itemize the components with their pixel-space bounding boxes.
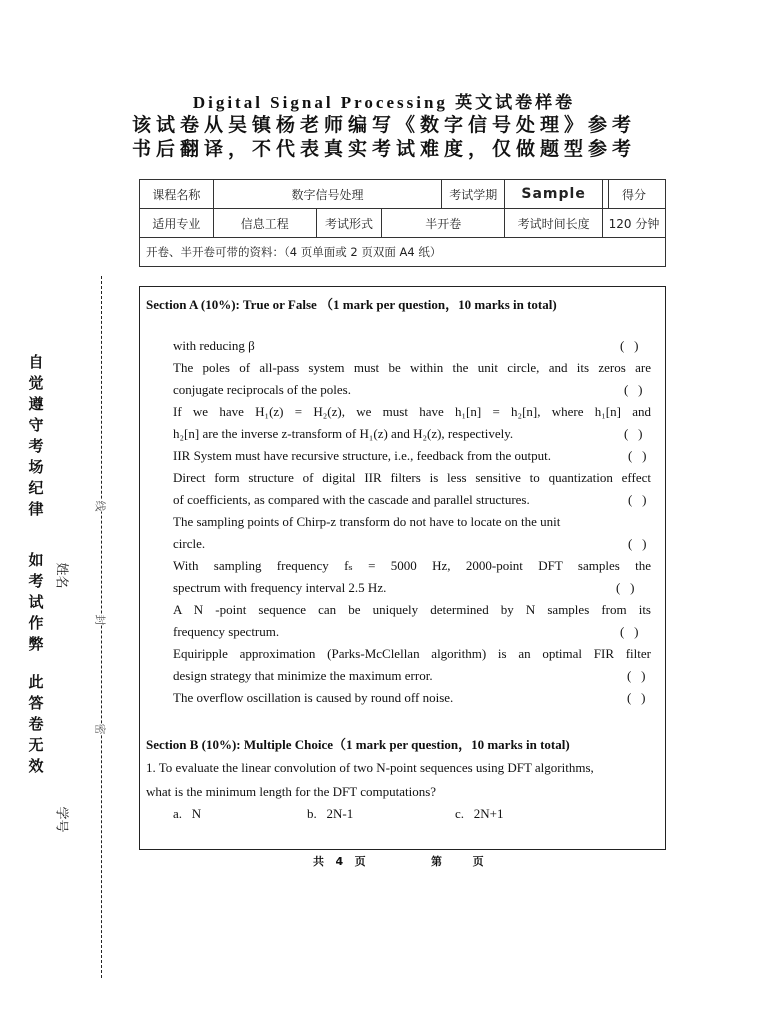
exam-discipline-notice bbox=[26, 352, 46, 520]
answer-blank[interactable]: ( ) bbox=[627, 668, 646, 683]
exam-form-label: 考试形式 bbox=[316, 209, 382, 238]
tf-line: IIR System must have recursive structure, i.e., feedback from the output. bbox=[173, 448, 551, 463]
exam-info-table bbox=[139, 179, 666, 267]
option-b[interactable] bbox=[307, 806, 353, 822]
tf-line: h₂[n] are the inverse z-transform of H₁(z) and H₂(z), respectively. bbox=[173, 426, 514, 441]
section-b-heading: Section B (10%): Multiple Choice（1 mark per question，10 marks in total) bbox=[146, 737, 570, 752]
duration-label: 考试时间长度 bbox=[505, 209, 603, 238]
notice-char: 卷 bbox=[28, 715, 44, 733]
notice-char: 觉 bbox=[28, 374, 44, 392]
notice-char: 无 bbox=[28, 736, 44, 754]
notice-char: 律 bbox=[28, 500, 44, 518]
answer-blank[interactable]: ( ) bbox=[628, 492, 647, 507]
duration-value: 120 分钟 bbox=[603, 209, 666, 238]
notice-char: 弊 bbox=[28, 635, 44, 653]
notice-char: 遵 bbox=[28, 395, 44, 413]
option-a[interactable] bbox=[173, 806, 201, 822]
notice-char: 自 bbox=[28, 353, 44, 371]
option-value: 2N+1 bbox=[473, 806, 504, 821]
notice-char: 场 bbox=[28, 458, 44, 476]
option-value: 2N-1 bbox=[326, 806, 354, 821]
binding-dashed-line bbox=[101, 276, 102, 978]
exam-title-english: Digital Signal Processing 英文试卷样卷 bbox=[192, 93, 576, 112]
course-name-value: 数字信号处理 bbox=[213, 180, 441, 209]
cheating-notice bbox=[26, 550, 46, 655]
exam-title-note-line2: 书后翻译，不代表真实考试难度，仅做题型参考 bbox=[131, 138, 636, 160]
question-1-line2: what is the minimum length for the DFT computations? bbox=[146, 784, 437, 799]
notice-char: 试 bbox=[28, 593, 44, 611]
tf-line: The sampling points of Chirp-z transform do not have to locate on the unit bbox=[173, 514, 561, 529]
answer-blank[interactable]: ( ) bbox=[627, 690, 646, 705]
option-value: N bbox=[191, 806, 202, 821]
major-value: 信息工程 bbox=[213, 209, 316, 238]
exam-form-value: 半开卷 bbox=[382, 209, 505, 238]
answer-blank[interactable]: ( ) bbox=[620, 338, 639, 353]
option-c[interactable] bbox=[455, 806, 504, 822]
tf-line: With sampling frequency fₛ = 5000 Hz, 2000-point DFT samples the bbox=[173, 558, 651, 573]
answer-blank[interactable]: ( ) bbox=[620, 624, 639, 639]
page-number: 第 页 bbox=[431, 855, 484, 868]
total-pages: 共 4 页 bbox=[313, 855, 366, 868]
notice-char: 考 bbox=[28, 437, 44, 455]
term-value: Sample bbox=[505, 180, 603, 209]
answer-blank[interactable]: ( ) bbox=[628, 536, 647, 551]
notice-char: 此 bbox=[28, 673, 44, 691]
tf-line: design strategy that minimize the maximum error. bbox=[173, 668, 433, 683]
section-a-heading: Section A (10%): True or False （1 mark per question，10 marks in total) bbox=[146, 297, 557, 312]
invalid-notice bbox=[26, 672, 46, 777]
materials-note: 开卷、半开卷可带的资料：（4 页单面或 2 页双面 A4 纸） bbox=[140, 238, 666, 267]
notice-char: 考 bbox=[28, 572, 44, 590]
student-id-label: 学号 bbox=[53, 806, 69, 833]
notice-char: 如 bbox=[28, 551, 44, 569]
notice-char: 守 bbox=[28, 416, 44, 434]
notice-char: 作 bbox=[28, 614, 44, 632]
binding-mark-line: 线 bbox=[93, 500, 107, 512]
option-key: c. bbox=[455, 806, 465, 821]
course-name-label: 课程名称 bbox=[140, 180, 214, 209]
binding-mark-seal: 封 bbox=[93, 614, 107, 626]
tf-line: Equiripple approximation (Parks-McClellan algorithm) is an optimal FIR filter bbox=[173, 646, 651, 661]
tf-line: circle. bbox=[173, 536, 206, 551]
notice-char: 答 bbox=[28, 694, 44, 712]
tf-line: Direct form structure of digital IIR filters is less sensitive to quantization effect bbox=[173, 470, 651, 485]
tf-line: of coefficients, as compared with the cascade and parallel structures. bbox=[173, 492, 530, 507]
tf-line: If we have H₁(z) = H₂(z), we must have h₁[n] = h₂[n], where h₁[n] and bbox=[173, 404, 651, 419]
question-1-line1: 1. To evaluate the linear convolution of two N-point sequences using DFT algorithms, bbox=[146, 760, 594, 775]
answer-blank[interactable]: ( ) bbox=[628, 448, 647, 463]
term-label: 考试学期 bbox=[442, 180, 505, 209]
option-key: a. bbox=[173, 806, 183, 821]
major-label: 适用专业 bbox=[140, 209, 214, 238]
tf-line: frequency spectrum. bbox=[173, 624, 280, 639]
exam-title-note-line1: 该试卷从吴镇杨老师编写《数字信号处理》参考 bbox=[131, 114, 636, 136]
tf-line: The poles of all-pass system must be within the unit circle, and its zeros are bbox=[173, 360, 651, 375]
tf-line: The overflow oscillation is caused by round off noise. bbox=[173, 690, 454, 705]
binding-mark-secret: 密 bbox=[93, 723, 107, 735]
tf-line: conjugate reciprocals of the poles. bbox=[173, 382, 351, 397]
score-value-box[interactable] bbox=[608, 180, 666, 208]
tf-line: A N -point sequence can be uniquely determined by N samples from its bbox=[173, 602, 651, 617]
tf-line: with reducing β bbox=[173, 338, 255, 353]
answer-blank[interactable]: ( ) bbox=[624, 426, 643, 441]
option-key: b. bbox=[307, 806, 317, 821]
student-name-label: 姓名 bbox=[53, 562, 69, 589]
notice-char: 效 bbox=[28, 757, 44, 775]
answer-blank[interactable]: ( ) bbox=[624, 382, 643, 397]
answer-blank[interactable]: ( ) bbox=[616, 580, 635, 595]
tf-line: spectrum with frequency interval 2.5 Hz. bbox=[173, 580, 387, 595]
notice-char: 纪 bbox=[28, 479, 44, 497]
score-label: 得分 bbox=[603, 180, 666, 209]
